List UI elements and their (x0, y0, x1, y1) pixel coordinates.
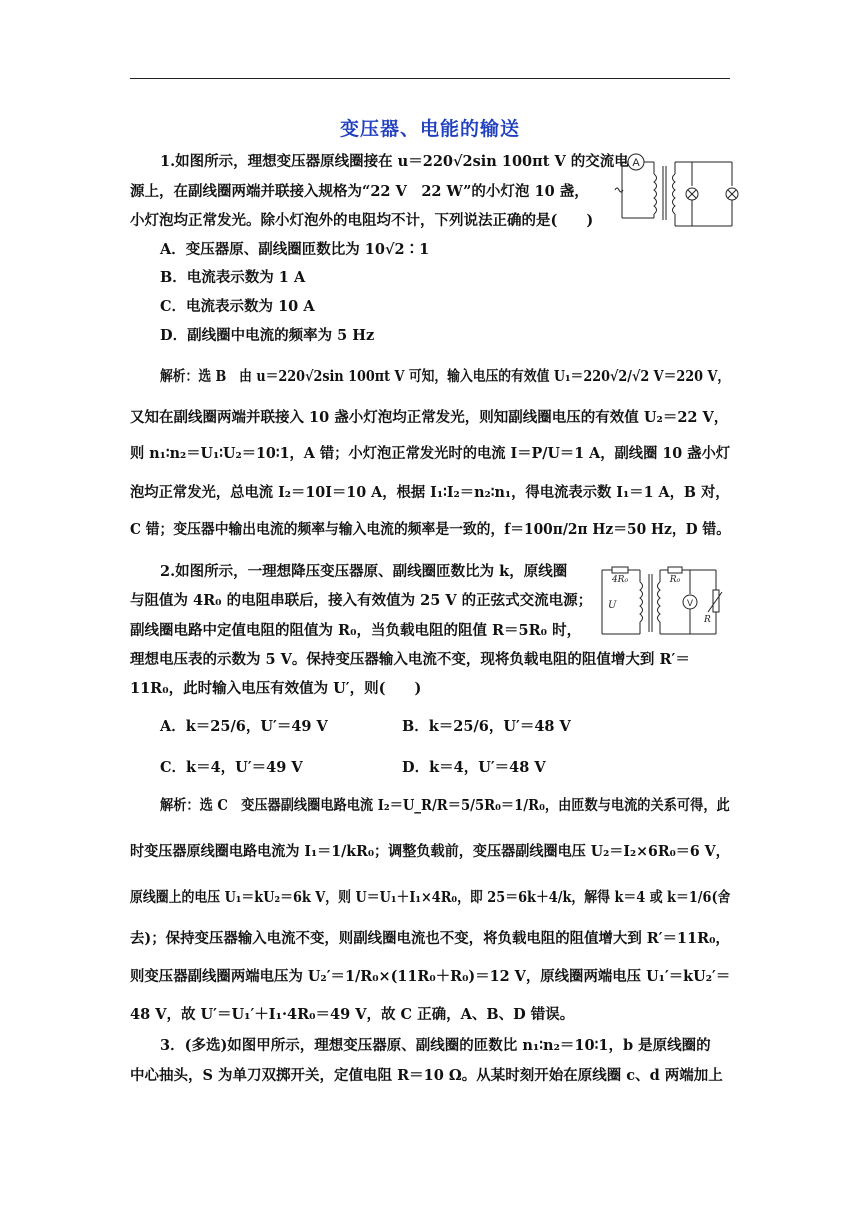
q2-option-d: D．k＝4，U′＝48 V (402, 759, 546, 776)
q1-option-a: A．变压器原、副线圈匝数比为 10√2∶1 (160, 241, 430, 258)
q2-circuit-figure (596, 564, 724, 638)
q2-solution-5: 则变压器副线圈两端电压为 U₂′＝1/R₀×(11R₀＋R₀)＝12 V，原线圈两端电压 U₁′＝kU₂′＝ (130, 968, 731, 985)
r-label: R (704, 615, 711, 625)
q1-solution-2: 又知在副线圈两端并联接入 10 盏小灯泡均正常发光，则知副线圈电压的有效值 U₂＝22 V， (130, 409, 729, 426)
q2-line-4: 理想电压表的示数为 5 V。保持变压器输入电流不变，现将负载电阻的阻值增大到 R′＝ (130, 651, 690, 668)
u-label: U (608, 600, 617, 611)
q2-solution-6: 48 V，故 U′＝U₁′＋I₁·4R₀＝49 V，故 C 正确，A、B、D 错误。 (130, 1006, 575, 1023)
q2-solution-1: 解析：选 C 变压器副线圈电路电流 I₂＝U_R/R＝5/5R₀＝1/R₀，由匝数与电流的关系可得，此 (160, 797, 730, 814)
q1-option-b: B．电流表示数为 1 A (160, 269, 306, 286)
q1-option-c: C．电流表示数为 10 A (160, 298, 315, 315)
q2-line-1: 2.如图所示，一理想降压变压器原、副线圈匝数比为 k，原线圈 (160, 563, 568, 580)
q3-line-1: 3．(多选)如图甲所示，理想变压器原、副线圈的匝数比 n₁∶n₂＝10∶1，b 是原线圈的 (160, 1037, 711, 1054)
q2-option-c: C．k＝4，U′＝49 V (160, 759, 303, 776)
q2-solution-4: 去)；保持变压器输入电流不变，则副线圈电流也不变，将负载电阻的阻值增大到 R′＝11R₀， (130, 930, 730, 947)
q2-solution-2: 时变压器原线圈电路电流为 I₁＝1/kR₀；调整负载前，变压器副线圈电压 U₂＝I₂×6R₀＝6 V， (130, 843, 730, 860)
q3-line-2: 中心抽头，S 为单刀双掷开关，定值电阻 R＝10 Ω。从某时刻开始在原线圈 c、d 两端加上 (130, 1067, 723, 1084)
q1-solution-4: 泡均正常发光，总电流 I₂＝10I＝10 A，根据 I₁∶I₂＝n₂∶n₁，得电流表示数 I₁＝1 A，B 对， (130, 484, 730, 501)
r4-label: 4R₀ (611, 575, 629, 585)
page-title: 变压器、电能的输送 (339, 118, 520, 140)
q1-solution-3: 则 n₁∶n₂＝U₁∶U₂＝10∶1，A 错；小灯泡正常发光时的电流 I＝P/U＝1 A，副线圈 10 盏小灯 (130, 445, 731, 462)
q2-option-a: A．k＝25/6，U′＝49 V (160, 718, 328, 735)
q2-option-b: B．k＝25/6，U′＝48 V (402, 718, 571, 735)
q2-line-2: 与阻值为 4R₀ 的电阻串联后，接入有效值为 25 V 的正弦式交流电源； (130, 592, 593, 609)
q1-solution-1: 解析：选 B 由 u＝220√2sin 100πt V 可知，输入电压的有效值 U₁＝220√2/√2 V＝220 V， (160, 368, 731, 385)
q2-solution-3: 原线圈上的电压 U₁＝kU₂＝6k V，则 U＝U₁＋I₁×4R₀，即 25＝6k＋4/k，解得 k＝4 或 k＝1/6(舍 (130, 889, 731, 906)
q1-line-1: 1.如图所示，理想变压器原线圈接在 u＝220√2sin 100πt V 的交流电 (160, 153, 629, 170)
q1-line-2: 源上，在副线圈两端并联接入规格为“22 V 22 W”的小灯泡 10 盏， (130, 183, 589, 200)
q1-circuit-figure (610, 150, 750, 232)
q2-line-3: 副线圈电路中定值电阻的阻值为 R₀，当负载电阻的阻值 R＝5R₀ 时， (130, 622, 582, 639)
ammeter-label: A (632, 157, 640, 169)
q1-solution-5: C 错；变压器中输出电流的频率与输入电流的频率是一致的，f＝100π/2π Hz＝50 Hz，D 错。 (130, 521, 730, 538)
q1-option-d: D．副线圈中电流的频率为 5 Hz (160, 327, 375, 344)
q2-line-5: 11R₀，此时输入电压有效值为 U′，则( ) (130, 680, 422, 697)
voltmeter-label: V (686, 598, 694, 608)
q1-line-3: 小灯泡均正常发光。除小灯泡外的电阻均不计，下列说法正确的是( ) (130, 212, 594, 229)
header-rule (130, 78, 730, 79)
r0-label: R₀ (669, 575, 681, 585)
